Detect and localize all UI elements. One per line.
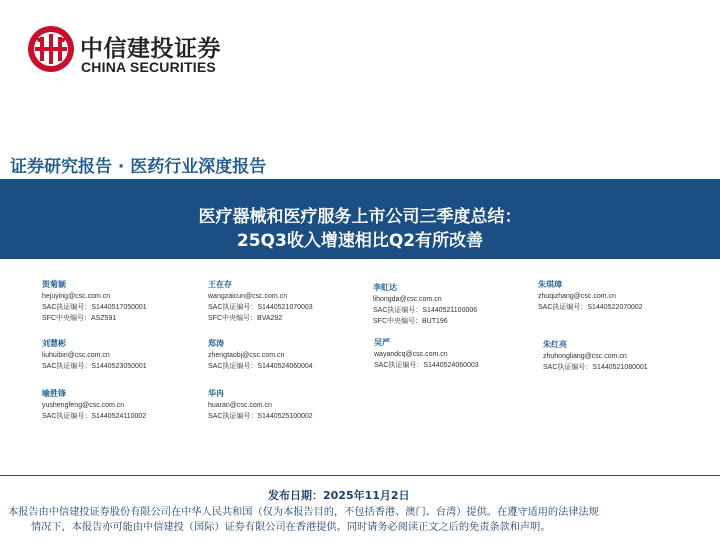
analyst-card [208,388,313,422]
analyst-sfc-number: SFC中央编号：ASZ591 [42,315,117,322]
analyst-name: 刘慧彬 [42,339,66,348]
disclaimer [8,505,716,535]
analyst-sac-number: SAC执证编号：S1440524060003 [374,362,479,369]
analyst-email: lihongda@csc.com.cn [373,296,442,303]
analyst-name: 朱琪璋 [538,280,562,289]
analyst-email: liuhuibin@csc.com.cn [42,352,110,359]
brand-name-cn: 中信建投证券 [80,36,221,62]
analyst-email: huaran@csc.com.cn [208,402,272,409]
analyst-sac-number: SAC执证编号：S1440523050001 [42,363,147,370]
analyst-card [208,279,313,324]
analyst-name: 吴严 [374,338,390,347]
footer-divider [0,475,720,476]
report-title [0,205,720,253]
analyst-card [42,388,146,422]
company-logo [26,24,236,82]
analyst-card [374,337,479,371]
analyst-sac-number: SAC执证编号：S1440517050001 [42,304,147,311]
publish-date: 发布日期：2025年11月2日 [268,489,410,502]
report-title-line-1: 医疗器械和医疗服务上市公司三季度总结： [198,207,522,227]
analyst-name: 华冉 [208,389,224,398]
analyst-email: hejuying@csc.com.cn [42,293,111,300]
analyst-name: 李虹达 [373,283,397,292]
analyst-email: yushengfeng@csc.com.cn [42,402,125,409]
analyst-sac-number: SAC执证编号：S1440521070003 [208,304,313,311]
analyst-name: 朱红亮 [543,340,567,349]
analyst-email: zhuhongliang@csc.com.cn [543,353,627,360]
analyst-name: 喻胜锋 [42,389,66,398]
analyst-card [538,279,643,313]
logo-emblem-icon [26,24,76,74]
analyst-sac-number: SAC执证编号：S1440521080001 [543,364,648,371]
analyst-email: wayandcq@csc.com.cn [374,351,448,358]
analyst-sac-number: SAC执证编号：S1440522070002 [538,304,643,311]
analyst-card [373,282,477,327]
analyst-sac-number: SAC执证编号：S1440525100002 [208,413,313,420]
analyst-card [208,338,313,372]
report-type: 证券研究报告 · 医药行业深度报告 [10,157,267,177]
disclaimer-line-2: 情况下，本报告亦可能由中信建投（国际）证券有限公司在香港提供。同时请务必阅读正文之后的免责条款和声明。 [31,522,551,533]
analyst-name: 王在存 [208,280,232,289]
brand-name-en: CHINA SECURITIES [81,59,216,75]
analyst-email: wangzaicun@csc.com.cn [208,293,288,300]
report-title-line-2: 25Q3收入增速相比Q2有所改善 [236,231,484,251]
analyst-email: zhuqizhang@csc.com.cn [538,293,616,300]
analyst-sfc-number: SFC中央编号：BUT196 [373,318,448,325]
analyst-name: 贺菊颖 [42,280,66,289]
analyst-sac-number: SAC执证编号：S1440524110002 [42,413,147,420]
analyst-email: zhengtaobj@csc.com.cn [208,352,285,359]
analyst-sac-number: SAC执证编号：S1440521100006 [373,307,478,314]
analyst-sac-number: SAC执证编号：S1440524060004 [208,363,313,370]
analyst-card [42,338,147,372]
analyst-card [543,339,648,373]
analyst-card [42,279,147,324]
analyst-sfc-number: SFC中央编号：BVA292 [208,315,283,322]
disclaimer-line-1: 本报告由中信建投证券股份有限公司在中华人民共和国（仅为本报告目的，不包括香港、澳门、台湾）提供。在遵守适用的法律法规 [8,507,599,518]
analyst-name: 郑涛 [208,339,224,348]
